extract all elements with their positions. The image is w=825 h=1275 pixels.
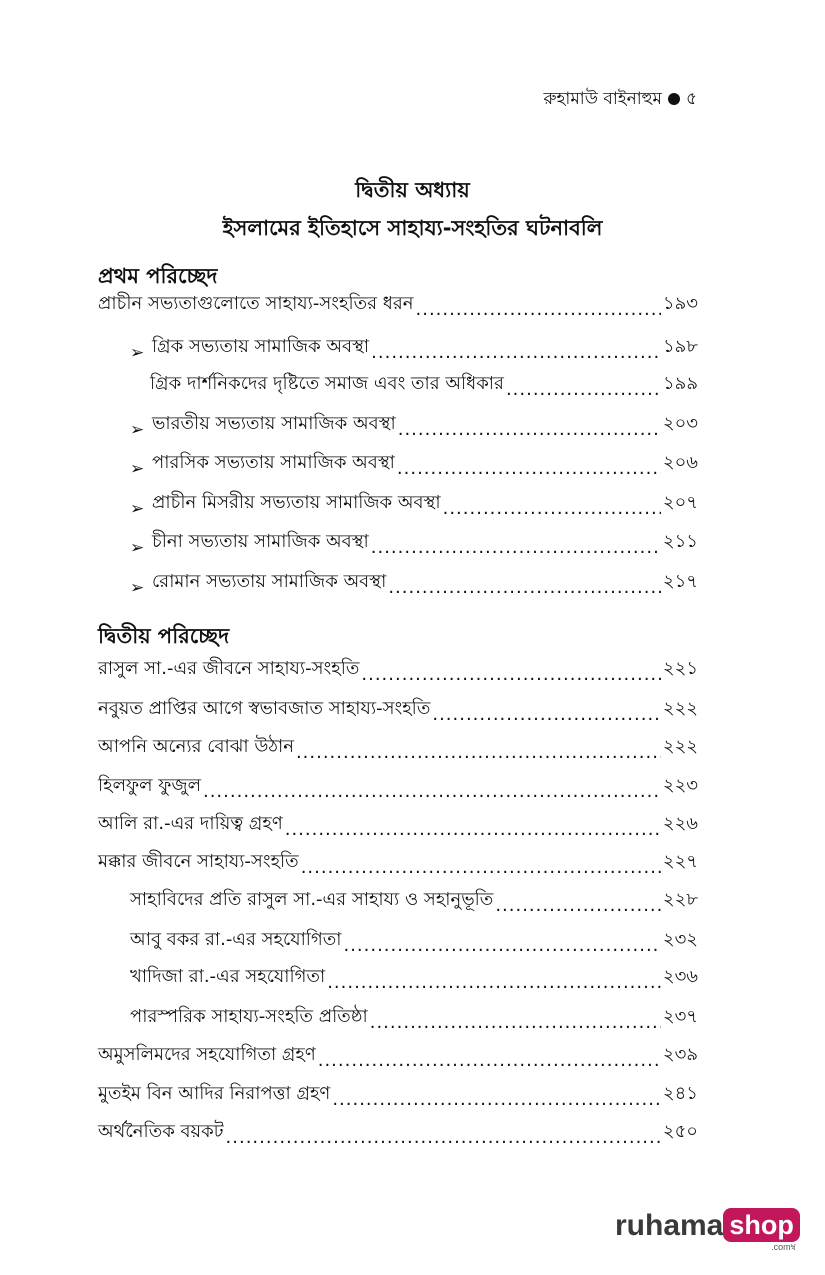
leader-dots xyxy=(397,458,661,479)
toc-entry-page: ২৩৯ xyxy=(662,1044,698,1065)
toc-entry-text: হিলফুল ফুজুল xyxy=(98,775,201,796)
toc-entry-page: ২৪১ xyxy=(662,1083,698,1104)
chapter-title: ইসলামের ইতিহাসে সাহায্য-সংহতির ঘটনাবলি xyxy=(222,216,603,240)
toc-entry-page: ১৯৯ xyxy=(662,373,698,394)
leader-dots xyxy=(506,379,661,400)
toc-entry-text: পারসিক সভ্যতায় সামাজিক অবস্থা xyxy=(152,452,395,473)
ruhamashop-logo xyxy=(615,1208,800,1252)
toc-entry-text: আপনি অন্যের বোঝা উঠান xyxy=(98,736,294,757)
toc-entry xyxy=(130,453,698,479)
toc-entry-page: ২১৭ xyxy=(662,571,698,592)
leader-dots xyxy=(203,781,661,802)
toc-entry xyxy=(130,572,698,598)
arrow-bullet-icon: ➢ xyxy=(130,538,145,558)
leader-dots xyxy=(495,895,661,916)
arrow-bullet-icon: ➢ xyxy=(130,499,145,519)
toc-entry xyxy=(98,294,698,320)
toc-entry xyxy=(98,1122,698,1148)
leader-dots xyxy=(371,342,661,363)
toc-entry-page: ২২২ xyxy=(662,736,698,757)
toc-entry-text: ভারতীয় সভ্যতায় সামাজিক অবস্থা xyxy=(152,413,396,434)
leader-dots xyxy=(285,819,661,840)
toc-entry-page: ২২৩ xyxy=(662,775,698,796)
toc-entry-page: ২০৩ xyxy=(662,413,698,434)
toc-entry-text: রোমান সভ্যতায় সামাজিক অবস্থা xyxy=(152,571,387,592)
toc-entry-text: প্রাচীন সভ্যতাগুলোতে সাহায্য-সংহতির ধরন xyxy=(98,293,414,314)
logo-text-suffix: .comম্ব xyxy=(771,1242,796,1252)
toc-entry xyxy=(98,659,698,685)
toc-entry-text: চীনা সভ্যতায় সামাজিক অবস্থা xyxy=(152,531,369,552)
leader-dots xyxy=(416,299,661,320)
leader-dots xyxy=(443,498,661,519)
toc-entry-page: ২২১ xyxy=(662,658,698,679)
running-head-title: রুহামাউ বাইনাহুম xyxy=(543,89,662,109)
leader-dots xyxy=(318,1050,661,1071)
running-head xyxy=(543,86,697,114)
toc-entry-text: নবুয়ত প্রাপ্তির আগে স্বভাবজাত সাহায্য-সংহতি xyxy=(98,698,431,719)
toc-entry-page: ২২৭ xyxy=(662,851,698,872)
toc-entry xyxy=(98,852,698,878)
toc-entry-text: খাদিজা রা.-এর সহযোগিতা xyxy=(130,966,326,987)
toc-entry-text: প্রাচীন মিসরীয় সভ্যতায় সামাজিক অবস্থা xyxy=(152,492,441,513)
toc-entry-text: অমুসলিমদের সহযোগিতা গ্রহণ xyxy=(98,1044,316,1065)
toc-entry-text: রাসুল সা.-এর জীবনে সাহায্য-সংহতি xyxy=(98,658,360,679)
toc-entry xyxy=(130,930,698,956)
section-heading-2: দ্বিতীয় পরিচ্ছেদ xyxy=(98,624,230,648)
page-number: ৫ xyxy=(685,89,697,109)
toc-entry xyxy=(130,890,698,916)
toc-entry-text: গ্রিক দার্শনিকদের দৃষ্টিতে সমাজ এবং তার অধিকার xyxy=(150,373,504,394)
toc-entry-page: ২২৮ xyxy=(662,889,698,910)
toc-entry-page: ২০৬ xyxy=(662,452,698,473)
toc-entry-text: মুতইম বিন আদির নিরাপত্তা গ্রহণ xyxy=(98,1083,331,1104)
toc-entry-page: ২৩২ xyxy=(662,929,698,950)
leader-dots xyxy=(432,704,661,725)
leader-dots xyxy=(226,1127,661,1148)
toc-entry-text: পারস্পরিক সাহায্য-সংহতি প্রতিষ্ঠা xyxy=(130,1006,368,1027)
toc-entry-text: গ্রিক সভ্যতায় সামাজিক অবস্থা xyxy=(152,336,370,357)
toc-entry xyxy=(130,532,698,558)
toc-entry xyxy=(98,737,698,763)
leader-dots xyxy=(388,577,661,598)
toc-entry-page: ২২৬ xyxy=(662,813,698,834)
arrow-bullet-icon: ➢ xyxy=(130,578,145,598)
toc-entry-text: আবু বকর রা.-এর সহযোগিতা xyxy=(130,929,342,950)
toc-entry xyxy=(98,1045,698,1071)
leader-dots xyxy=(361,664,661,685)
toc-entry xyxy=(130,1007,698,1033)
leader-dots xyxy=(327,972,661,993)
arrow-bullet-icon: ➢ xyxy=(130,343,145,363)
logo-text-ruhama: ruhama xyxy=(615,1209,724,1242)
toc-entry-page: ২১১ xyxy=(662,531,698,552)
leader-dots xyxy=(370,1012,661,1033)
toc-entry xyxy=(98,1084,698,1110)
leader-dots xyxy=(371,537,661,558)
arrow-bullet-icon: ➢ xyxy=(130,459,145,479)
chapter-label: দ্বিতীয় অধ্যায় xyxy=(355,178,470,202)
leader-dots xyxy=(343,935,660,956)
leader-dots xyxy=(332,1089,661,1110)
toc-entry xyxy=(130,967,698,993)
toc-entry-text: মক্কার জীবনে সাহায্য-সংহতি xyxy=(98,851,299,872)
toc-entry xyxy=(130,337,698,363)
leader-dots xyxy=(398,419,661,440)
toc-entry-page: ২৫০ xyxy=(662,1121,698,1142)
toc-entry-page: ২২২ xyxy=(662,698,698,719)
toc-entry xyxy=(98,814,698,840)
toc-entry xyxy=(130,414,698,440)
bullet-dot-icon xyxy=(668,93,680,105)
toc-entry xyxy=(98,699,698,725)
toc-entry xyxy=(98,776,698,802)
toc-entry xyxy=(130,493,698,519)
toc-entry-page: ২০৭ xyxy=(662,492,698,513)
logo-text-shop: shop xyxy=(723,1208,800,1242)
leader-dots xyxy=(296,742,661,763)
leader-dots xyxy=(301,857,661,878)
toc-entry-page: ২৩৭ xyxy=(662,1006,698,1027)
arrow-bullet-icon: ➢ xyxy=(130,420,145,440)
toc-entry-page: ১৯৩ xyxy=(662,293,698,314)
toc-entry-text: সাহাবিদের প্রতি রাসুল সা.-এর সাহায্য ও সহানুভূতি xyxy=(130,889,494,910)
toc-entry-page: ২৩৬ xyxy=(662,966,698,987)
toc-entry xyxy=(150,374,698,400)
toc-entry-page: ১৯৮ xyxy=(662,336,698,357)
toc-entry-text: আলি রা.-এর দায়িত্ব গ্রহণ xyxy=(98,813,283,834)
section-heading-1: প্রথম পরিচ্ছেদ xyxy=(98,264,218,288)
toc-entry-text: অর্থনৈতিক বয়কট xyxy=(98,1121,224,1142)
